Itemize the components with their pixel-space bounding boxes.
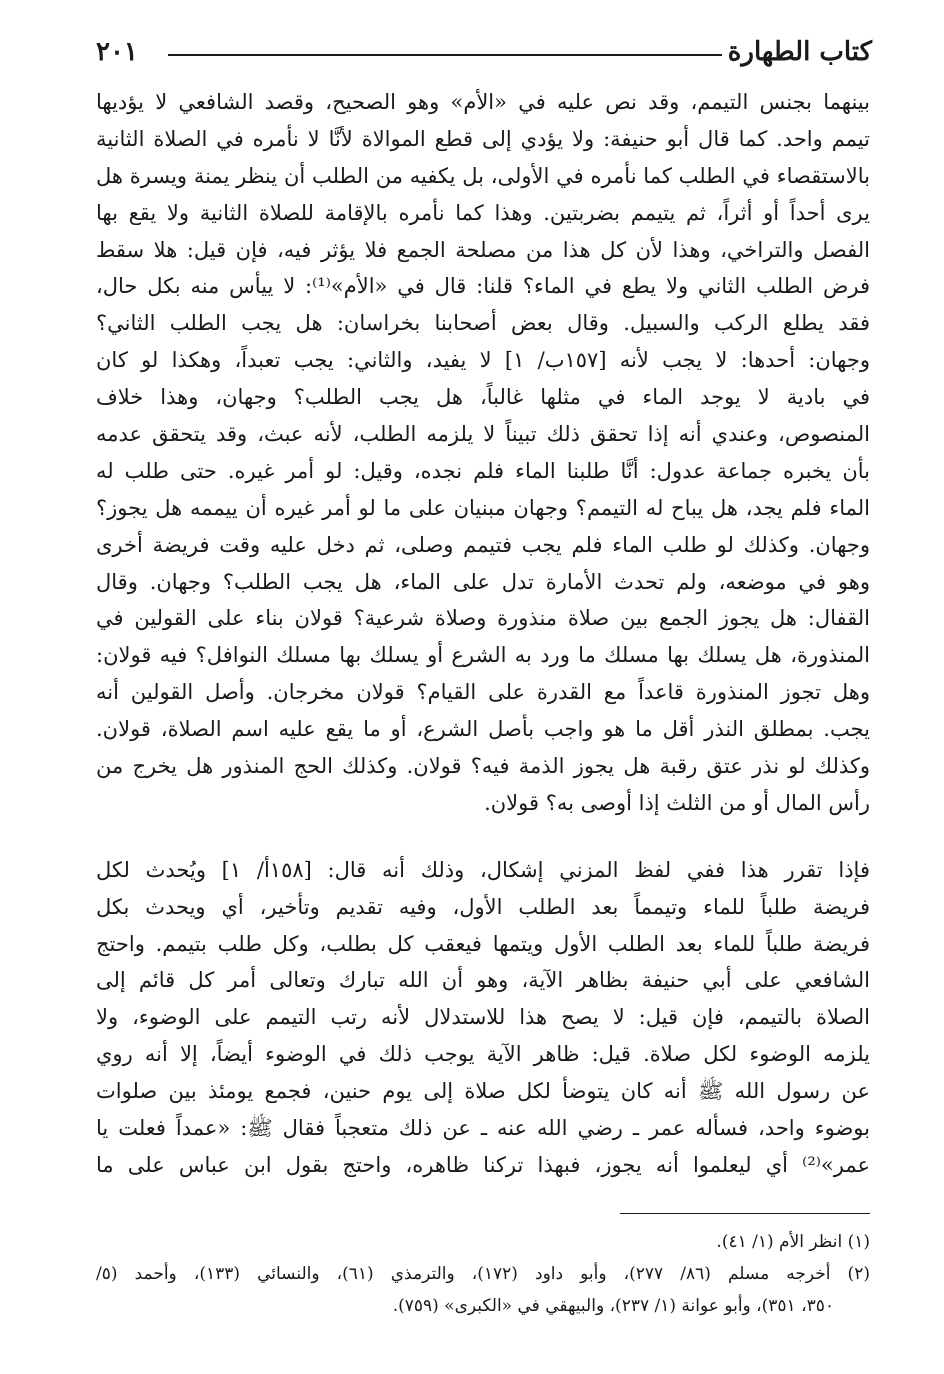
- text-line: عن رسول الله ﷺ أنه كان يتوضأ لكل صلاة إلى يوم حنين، فجمع يومئذ بين صلوات: [96, 1079, 870, 1104]
- text-line: بالاستقصاء في الطلب كما نأمره في الأولى، بل يكفيه من الطلب أن ينظر يمنة ويسرة هل: [96, 163, 870, 188]
- text-line: المنصوص، وعندي أنه إذا تحقق ذلك تبيناً لا يلزمه الطلب، لأنه عبث، وقد يتحقق عدمه: [96, 422, 870, 447]
- text-line: فريضة طلباً للماء بعد الطلب الأول ويتمها فيعقب كل بطلب، وكل طلب بتيمم. واحتج: [96, 931, 870, 956]
- running-header: [96, 32, 872, 76]
- text-line: فريضة طلباً للماء وتيمماً بعد الطلب الأول، وفيه تقديم وتأخير، أي ويحدث بكل: [96, 894, 870, 919]
- text-line: بوضوء واحد، فسأله عمر ـ رضي الله عنه ـ عن ذلك متعجباً فقال ﷺ: «عمداً فعلت يا: [96, 1116, 870, 1141]
- text-line: القفال: هل يجوز الجمع بين صلاة منذورة وصلاة شرعية؟ قولان بناء على القولين في: [96, 606, 870, 631]
- text-line: وهل تجوز المنذورة قاعداً مع القدرة على القيام؟ قولان مخرجان. وأصل القولين أنه: [96, 680, 870, 705]
- footnote-2: (٢) أخرجه مسلم (٨٦/ ٢٧٧)، وأبو داود (١٧٢)، والترمذي (٦١)، والنسائي (١٣٣)، وأحمد (٥/: [96, 1264, 870, 1284]
- text-line: وجهان. وكذلك لو طلب الماء فلم يجب فتيمم وصلى، ثم دخل عليه وقت فريضة أخرى: [96, 532, 870, 557]
- footnote-2-continuation: ٣٥٠، ٣٥١)، وأبو عوانة (١/ ٢٣٧)، والبيهقي في «الكبرى» (٧٥٩).: [392, 1296, 834, 1316]
- text-line: يرى أحداً أو أثراً، ثم يتيمم بضربتين. وهذا كما نأمره بالإقامة للصلاة الثانية ولا يقع بها: [96, 200, 870, 225]
- main-text: [96, 84, 870, 1184]
- text-line: الشافعي على أبي حنيفة بظاهر الآية، وهو أن الله تبارك وتعالى أمر كل قائم إلى: [96, 968, 870, 993]
- chapter-title: كتاب الطهارة: [727, 37, 872, 67]
- text-line: يلزمه الوضوء لكل صلاة. قيل: ظاهر الآية يوجب ذلك في الوضوء أيضاً، إلا أنه روي: [96, 1042, 870, 1067]
- page-number: ٢٠١: [96, 37, 138, 67]
- paragraph-2: [96, 852, 870, 1184]
- text-line: الصلاة بالتيمم، فإن قيل: لا يصح هذا للاستدلال لأنه رتب التيمم على الوضوء، ولا: [96, 1005, 870, 1030]
- text-line: فإذا تقرر هذا ففي لفظ المزني إشكال، وذلك أنه قال: [١٥٨أ/ ١] ويُحدث لكل: [96, 857, 870, 882]
- text-line: وهو في موضعه، ولم تحدث الأمارة تدل على الماء، هل يجب الطلب؟ وجهان. وقال: [96, 569, 870, 594]
- text-line: يجب. بمطلق النذر أقل ما هو واجب بأصل الشرع، أو ما يقع عليه اسم الصلاة، قولان.: [96, 717, 870, 742]
- footnote-1: (١) انظر الأم (١/ ٤١).: [716, 1232, 870, 1252]
- footnote-separator: [620, 1213, 870, 1214]
- paragraph-1: [96, 84, 870, 822]
- text-line: فقد يطلع الركب والسبيل. وقال بعض أصحابنا بخراسان: هل يجب الطلب الثاني؟: [96, 311, 870, 336]
- text-line: في بادية لا يوجد الماء في مثلها غالباً، هل يجب الطلب؟ وجهان، وهذا خلاف: [96, 385, 870, 410]
- text-line: فرض الطلب الثاني ولا يطع في الماء؟ قلنا: قال في «الأم»⁽¹⁾: لا ييأس منه بكل حال،: [96, 274, 870, 299]
- text-line: وجهان: أحدها: لا يجب لأنه [١٥٧ب/ ١] لا يفيد، والثاني: يجب تعبداً، وهكذا لو كان: [96, 348, 870, 373]
- text-line: الفصل والتراخي، وهذا لأن كل هذا من مصلحة الجمع فلا يؤثر فيه، فإن قيل: هلا سقط: [96, 237, 870, 262]
- text-line: بأن يخبره جماعة عدول: أنَّا طلبنا الماء فلم نجده، وقيل: لو أمر غيره. حتى طلب له: [96, 458, 870, 483]
- footnotes: [96, 1226, 870, 1322]
- text-line: تيمم واحد. كما قال أبو حنيفة: ولا يؤدي إلى قطع الموالاة لأنَّا لا نأمره في الصلاة الثانية: [96, 126, 870, 151]
- text-line: عمر»⁽²⁾ أي ليعلموا أنه يجوز، فبهذا تركنا ظاهره، واحتج بقول ابن عباس على ما: [96, 1152, 870, 1177]
- text-line: وكذلك لو نذر عتق رقبة هل يجوز الذمة فيه؟ قولان. وكذلك الحج المنذور هل يخرج من: [96, 754, 870, 779]
- text-line: بينهما بجنس التيمم، وقد نص عليه في «الأم» وهو الصحيح، وقصد الشافعي لا يؤديها: [96, 90, 870, 114]
- text-line: الماء فلم يجد، هل يباح له التيمم؟ وجهان مبنيان على ما لو أمر غيره أن ييممه هل يجوز؟: [96, 495, 870, 520]
- text-line: المنذورة، هل يسلك بها مسلك ما ورد به الشرع أو يسلك بها مسلك النوافل؟ فيه قولان:: [96, 643, 870, 668]
- paragraph-gap: [96, 822, 870, 852]
- header-rule: [168, 54, 722, 56]
- text-line: رأس المال أو من الثلث إذا أوصى به؟ قولان.: [484, 790, 870, 815]
